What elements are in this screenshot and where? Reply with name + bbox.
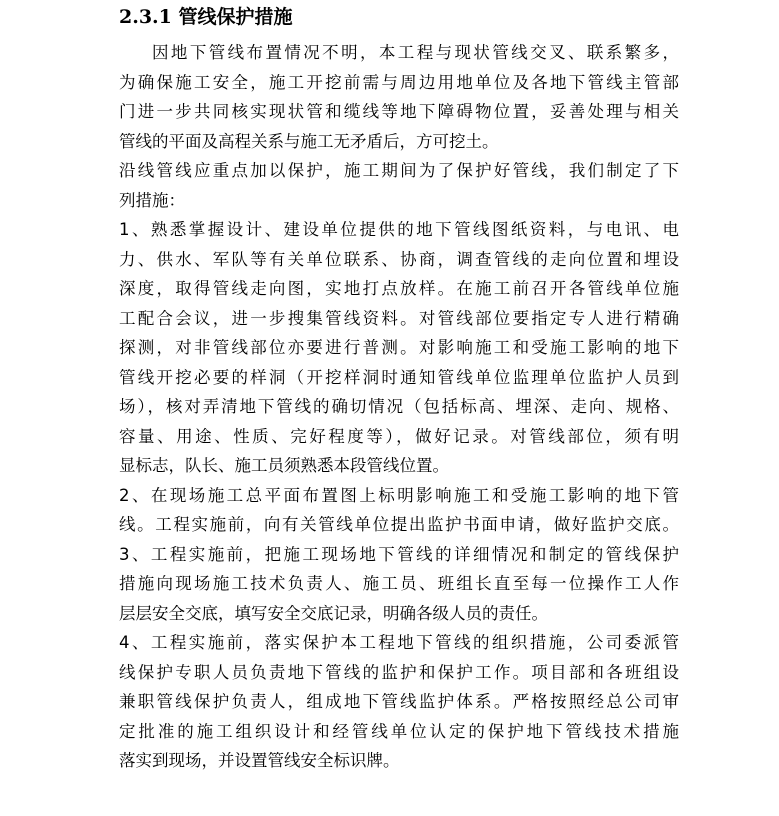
text-line: 线。工程实施前，向有关管线单位提出监护书面申请，做好监护交底。 bbox=[119, 515, 679, 534]
text-line: 深度，取得管线走向图，实地打点放样。在施工前召开各管线单位施 bbox=[119, 279, 679, 298]
text-line: 场），核对弄清地下管线的确切情况（包括标高、埋深、走向、规格、 bbox=[119, 397, 679, 416]
text-line: 线保护专职人员负责地下管线的监护和保护工作。项目部和各班组设 bbox=[119, 662, 679, 682]
text-line: 4、工程实施前，落实保护本工程地下管线的组织措施，公司委派管 bbox=[119, 633, 679, 652]
text-line: 兼职管线保护负责人，组成地下管线监护体系。严格按照经总公司审 bbox=[119, 692, 679, 711]
text-line: 管线开挖必要的样洞（开挖样洞时通知管线单位监理单位监护人员到 bbox=[119, 367, 679, 387]
section-heading bbox=[119, 4, 293, 30]
text-line: 落实到现场，并设置管线安全标识牌。 bbox=[119, 751, 400, 770]
text-line: 层层安全交底，填写安全交底记录，明确各级人员的责任。 bbox=[119, 603, 548, 623]
text-line: 探测，对非管线部位亦要进行普测。对影响施工和受施工影响的地下 bbox=[119, 338, 679, 357]
text-line: 1、熟悉掌握设计、建设单位提供的地下管线图纸资料，与电讯、电 bbox=[119, 220, 679, 239]
text-line: 定批准的施工组织设计和经管线单位认定的保护地下管线技术措施 bbox=[119, 721, 679, 741]
text-line: 门进一步共同核实现状管和缆线等地下障碍物位置，妥善处理与相关 bbox=[119, 102, 679, 121]
text-line: 为确保施工安全，施工开挖前需与周边用地单位及各地下管线主管部 bbox=[119, 72, 679, 92]
text-line: 3、工程实施前，把施工现场地下管线的详细情况和制定的管线保护 bbox=[119, 544, 679, 564]
section-title: 管线保护措施 bbox=[178, 6, 293, 28]
text-line: 措施向现场施工技术负责人、施工员、班组长直至每一位操作工人作 bbox=[119, 574, 679, 593]
text-line: 显标志，队长、施工员须熟悉本段管线位置。 bbox=[119, 456, 449, 475]
text-line: 容量、用途、性质、完好程度等），做好记录。对管线部位，须有明 bbox=[119, 426, 679, 446]
text-line: 2、在现场施工总平面布置图上标明影响施工和受施工影响的地下管 bbox=[119, 485, 679, 505]
text-line: 管线的平面及高程关系与施工无矛盾后，方可挖土。 bbox=[119, 131, 499, 151]
text-line: 因地下管线布置情况不明，本工程与现状管线交叉、联系繁多， bbox=[152, 43, 679, 62]
text-line: 沿线管线应重点加以保护，施工期间为了保护好管线，我们制定了下 bbox=[119, 161, 679, 180]
text-line: 力、供水、军队等有关单位联系、协商，调查管线的走向位置和埋设 bbox=[119, 249, 679, 269]
section-body bbox=[119, 38, 679, 776]
text-line: 列措施： bbox=[119, 190, 185, 210]
text-line: 工配合会议，进一步搜集管线资料。对管线部位要指定专人进行精确 bbox=[119, 308, 679, 328]
section-number: 2.3.1 bbox=[119, 6, 172, 28]
